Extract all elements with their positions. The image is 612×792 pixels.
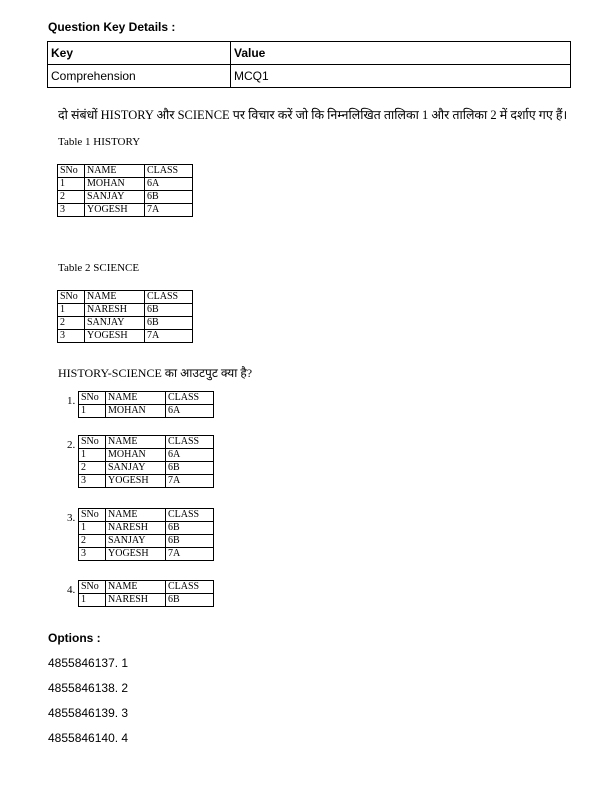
table-cell: 6B [166, 535, 214, 548]
header-cell: SNo [58, 165, 85, 178]
header-cell: CLASS [166, 436, 214, 449]
table-cell: 2 [79, 535, 106, 548]
table-cell: 6B [166, 594, 214, 607]
header-cell: NAME [106, 509, 166, 522]
table-row [79, 462, 214, 475]
table-cell: 7A [145, 330, 193, 343]
question-text: दो संबंधों HISTORY और SCIENCE पर विचार करें जो कि निम्नलिखित तालिका 1 और तालिका 2 में दर्शाए गए हैं। [58, 108, 568, 122]
choice-3-table [78, 508, 214, 561]
table-header-row [79, 392, 214, 405]
table-row [79, 405, 214, 418]
table-cell: 6B [166, 462, 214, 475]
header-cell: NAME [85, 165, 145, 178]
table-header-row [79, 581, 214, 594]
table-cell: 3 [79, 548, 106, 561]
header-cell: CLASS [166, 392, 214, 405]
table-cell: SANJAY [106, 462, 166, 475]
choice-number: 4. [67, 584, 76, 596]
header-cell: NAME [106, 436, 166, 449]
choice-number: 3. [67, 512, 76, 524]
header-cell: NAME [106, 392, 166, 405]
key-table-row [48, 65, 571, 88]
table-row [79, 548, 214, 561]
option-item: 4855846138. 2 [48, 681, 129, 695]
table-row [79, 449, 214, 462]
table-cell: 7A [166, 475, 214, 488]
table-cell: SANJAY [85, 317, 145, 330]
table-cell: MOHAN [106, 405, 166, 418]
table1-caption: Table 1 HISTORY [58, 136, 141, 148]
key-header-cell: Key [48, 42, 231, 65]
table-cell: YOGESH [85, 204, 145, 217]
header-cell: CLASS [145, 165, 193, 178]
key-cell: Comprehension [48, 65, 231, 88]
table-cell: MOHAN [106, 449, 166, 462]
prompt-text: HISTORY-SCIENCE का आउटपुट क्या है? [58, 366, 253, 380]
table-cell: 1 [58, 304, 85, 317]
header-cell: CLASS [145, 291, 193, 304]
table-row [58, 304, 193, 317]
table-cell: MOHAN [85, 178, 145, 191]
table-cell: 1 [58, 178, 85, 191]
table-cell: 3 [58, 330, 85, 343]
table-cell: 2 [79, 462, 106, 475]
table-cell: SANJAY [85, 191, 145, 204]
table-row [79, 535, 214, 548]
table-row [58, 317, 193, 330]
table-cell: NARESH [106, 522, 166, 535]
table-cell: 7A [166, 548, 214, 561]
option-item: 4855846137. 1 [48, 656, 129, 670]
choice-4-table [78, 580, 214, 607]
table-cell: NARESH [85, 304, 145, 317]
table-cell: SANJAY [106, 535, 166, 548]
table-header-row [79, 509, 214, 522]
value-header-cell: Value [231, 42, 571, 65]
table-row [58, 178, 193, 191]
key-table-header-row [48, 42, 571, 65]
choice-1-table [78, 391, 214, 418]
choice-number: 1. [67, 395, 76, 407]
table-row [58, 204, 193, 217]
table-cell: NARESH [106, 594, 166, 607]
choice-number: 2. [67, 439, 76, 451]
table-cell: 1 [79, 522, 106, 535]
table-cell: 6A [145, 178, 193, 191]
table-row [79, 522, 214, 535]
table-row [58, 330, 193, 343]
header-cell: SNo [79, 436, 106, 449]
page-heading: Question Key Details : [48, 20, 176, 34]
table-cell: 6B [145, 317, 193, 330]
table-cell: 3 [79, 475, 106, 488]
header-cell: CLASS [166, 509, 214, 522]
table-row [79, 594, 214, 607]
table-cell: YOGESH [106, 475, 166, 488]
table-cell: 6B [145, 304, 193, 317]
table-cell: 1 [79, 594, 106, 607]
table-cell: 7A [145, 204, 193, 217]
table-header-row [58, 291, 193, 304]
table-cell: 6B [145, 191, 193, 204]
key-value-table [47, 41, 571, 88]
header-cell: NAME [85, 291, 145, 304]
table-row [79, 475, 214, 488]
header-cell: SNo [79, 509, 106, 522]
options-label: Options : [48, 631, 101, 645]
history-table [57, 164, 193, 217]
table-cell: YOGESH [106, 548, 166, 561]
table-cell: 1 [79, 449, 106, 462]
header-cell: NAME [106, 581, 166, 594]
value-cell: MCQ1 [231, 65, 571, 88]
option-item: 4855846140. 4 [48, 731, 129, 745]
table2-caption: Table 2 SCIENCE [58, 262, 140, 274]
table-cell: 1 [79, 405, 106, 418]
table-cell: 6A [166, 449, 214, 462]
table-cell: 6A [166, 405, 214, 418]
table-cell: 6B [166, 522, 214, 535]
science-table [57, 290, 193, 343]
table-row [58, 191, 193, 204]
table-cell: 2 [58, 191, 85, 204]
table-cell: YOGESH [85, 330, 145, 343]
table-cell: 3 [58, 204, 85, 217]
header-cell: CLASS [166, 581, 214, 594]
header-cell: SNo [58, 291, 85, 304]
header-cell: SNo [79, 581, 106, 594]
table-header-row [58, 165, 193, 178]
table-cell: 2 [58, 317, 85, 330]
choice-2-table [78, 435, 214, 488]
option-item: 4855846139. 3 [48, 706, 129, 720]
table-header-row [79, 436, 214, 449]
header-cell: SNo [79, 392, 106, 405]
